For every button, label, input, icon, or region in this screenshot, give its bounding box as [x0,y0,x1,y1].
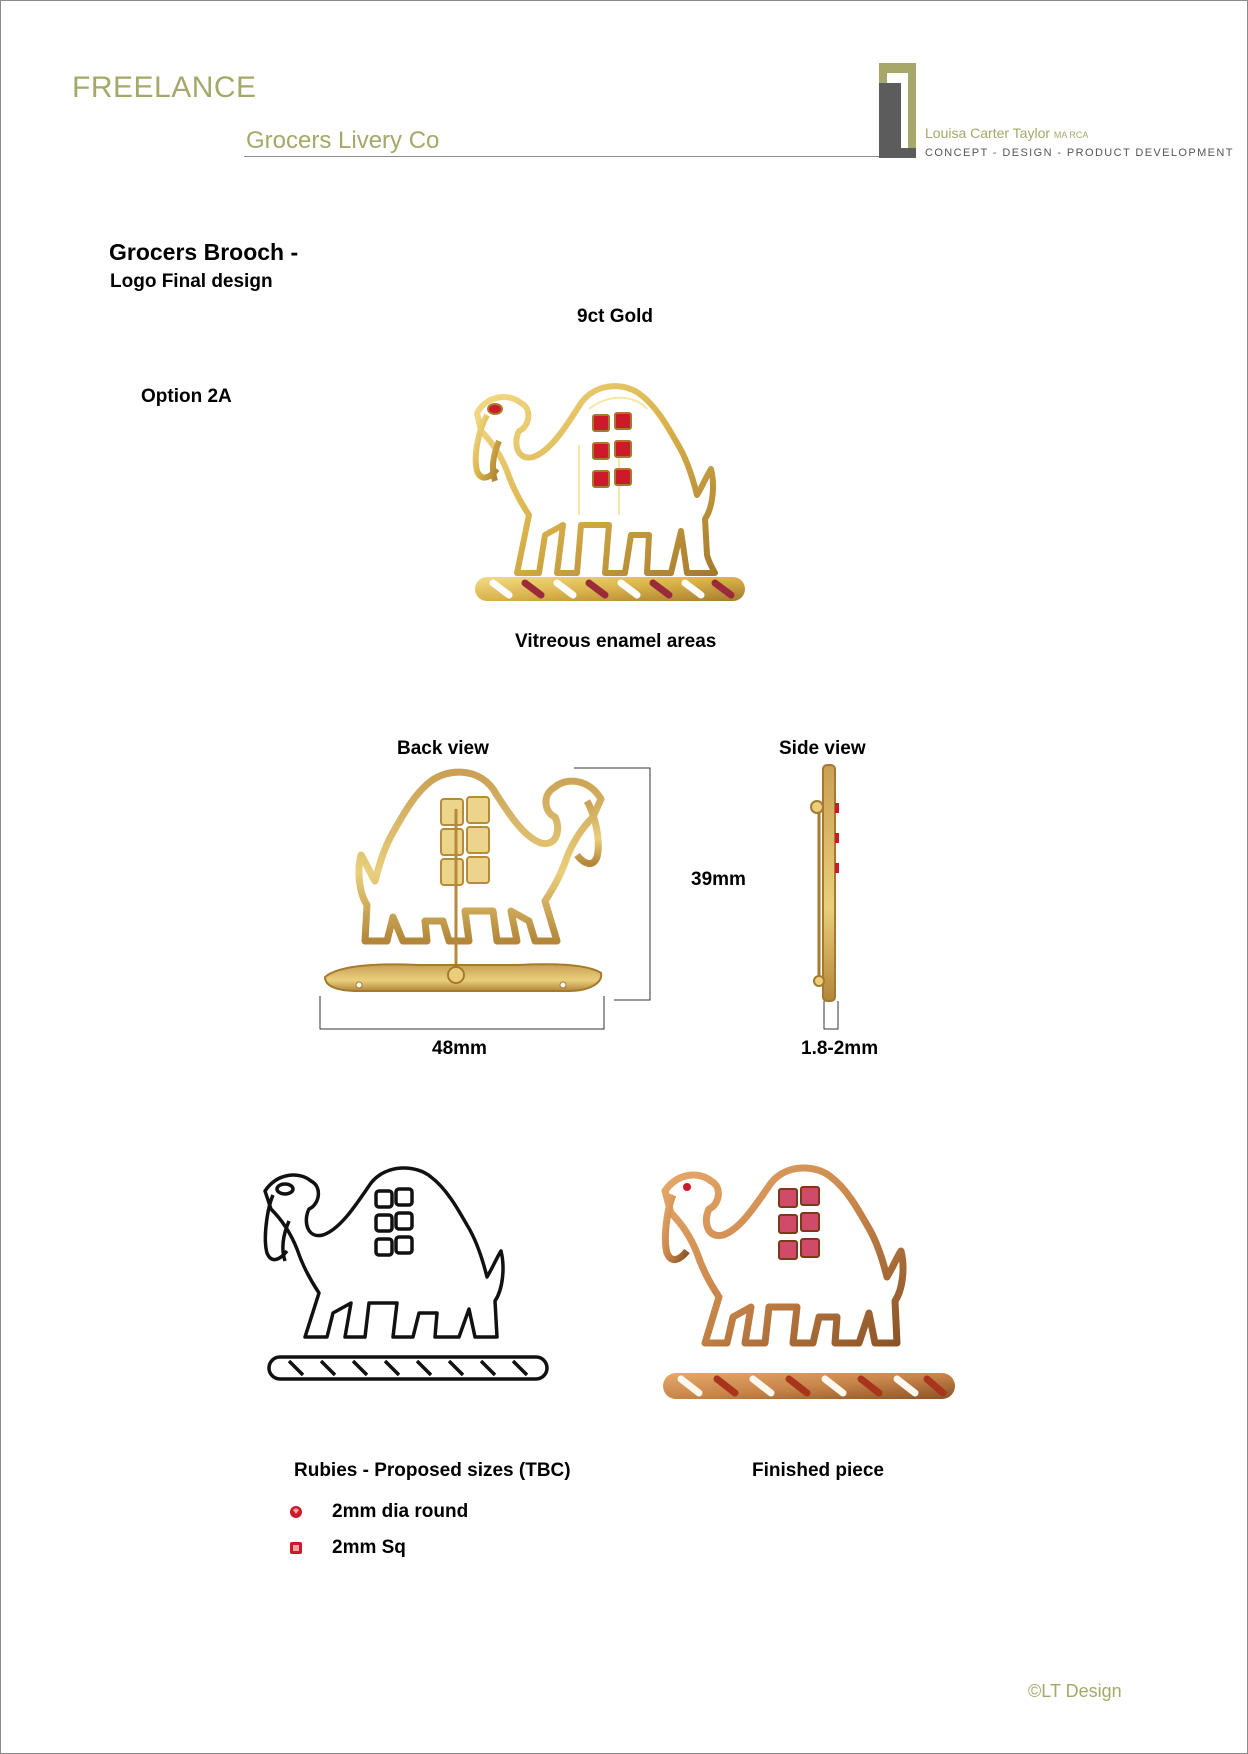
designer-logo-mark [879,63,916,158]
page-title: Grocers Brooch - [109,239,299,265]
height-dimension: 39mm [691,869,746,890]
designer-name: Louisa Carter Taylor [925,125,1051,141]
client-name: Grocers Livery Co [246,127,440,154]
square-ruby-icon [289,1541,303,1555]
ruby-size-label: 2mm Sq [332,1537,406,1558]
pin-catch [448,967,464,983]
side-view-label: Side view [779,738,866,759]
line-drawing-camel [259,1169,559,1401]
front-camel-illustration [459,385,759,615]
thickness-dimension: 1.8-2mm [801,1038,879,1059]
back-saddle-plate [441,797,489,885]
designer-credentials: MA RCA [1053,130,1089,140]
header-rule [244,156,880,157]
page-subtitle: Logo Final design [110,271,273,292]
side-view-illustration [807,763,847,1033]
back-camel-illustration [319,769,614,1004]
enamel-caption: Vitreous enamel areas [515,631,717,652]
rubies-title: Rubies - Proposed sizes (TBC) [294,1460,571,1481]
camel-highlights [579,398,647,515]
copyright: ©LT Design [1028,1681,1122,1701]
section-label: FREELANCE [72,71,257,104]
width-dimension-line [319,996,609,1032]
enamel-base-rope [475,577,745,601]
finished-saddle-rubies [779,1187,819,1259]
finished-camel-illustration [655,1167,960,1412]
designer-tagline: CONCEPT - DESIGN - PRODUCT DEVELOPMENT [925,147,1234,159]
round-ruby-icon [289,1505,303,1519]
option-label: Option 2A [141,386,232,407]
saddle-rubies [593,413,631,487]
ruby-size-label: 2mm dia round [332,1501,469,1522]
designer-signature [925,125,1088,141]
height-dimension-line [574,767,654,1003]
material-label: 9ct Gold [577,306,654,327]
finished-eye-ruby [683,1183,691,1191]
eye-ruby [488,404,502,414]
back-view-label: Back view [397,738,489,759]
width-dimension: 48mm [432,1038,487,1059]
finished-piece-label: Finished piece [752,1460,884,1481]
